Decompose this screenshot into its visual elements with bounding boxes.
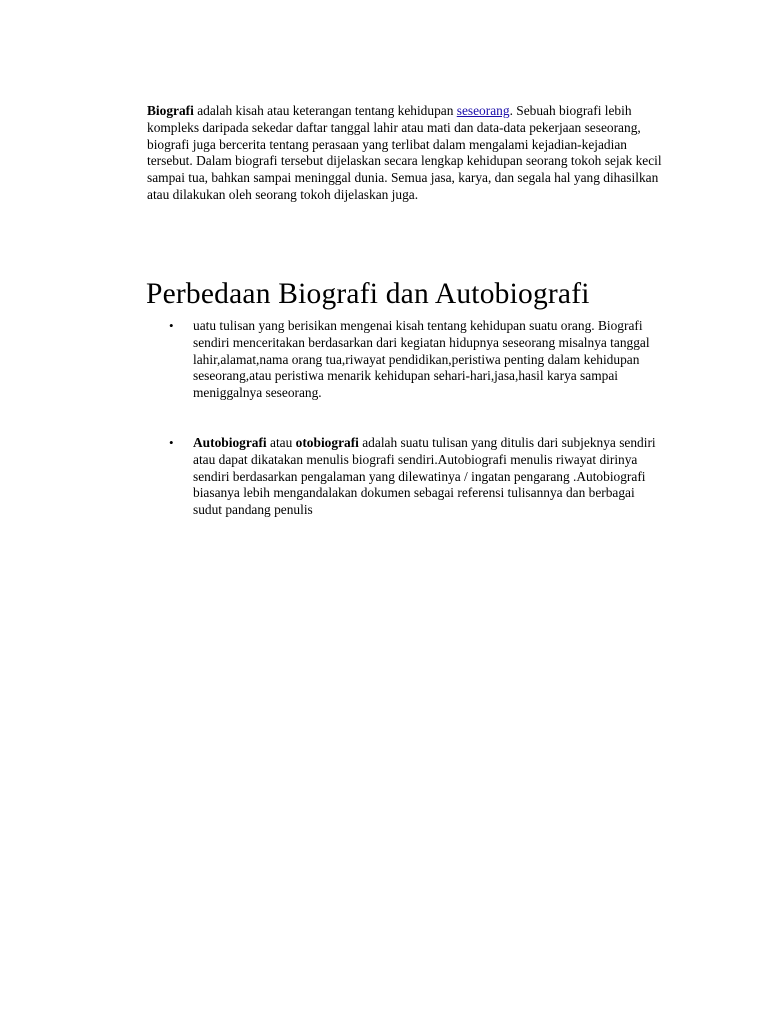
- bullet-item-text: adalah suatu tulisan yang ditulis dari subjeknya sendiri atau dapat dikatakan menulis biografi sendiri.Autobiografi menulis riwayat dirinya sendiri berdasarkan pengalaman yang dilewatinya / ingatan pengarang .Autobiografi biasanya lebih mengandalakan dokumen sebagai referensi tulisannya dan berbagai sudut pandang penulis: [193, 434, 656, 518]
- bullet-item-autobiografi: [147, 435, 667, 519]
- intro-text-before-link: adalah kisah atau keterangan tentang kehidupan: [193, 103, 457, 118]
- bullet-term-autobiografi: Autobiografi: [193, 434, 267, 450]
- bullet-item-biografi: [147, 318, 667, 402]
- intro-text-after-link: . Sebuah biografi lebih kompleks daripada sekedar daftar tanggal lahir atau mati dan data-data pekerjaan seseorang, biografi juga bercerita tentang perasaan yang terlibat dalam mengalami kejadian-kejadian tersebut. Dalam biografi tersebut dijelaskan secara lengkap kehidupan seorang tokoh sejak kecil sampai tua, bahkan sampai meninggal dunia. Semua jasa, karya, dan segala hal yang dihasilkan atau dilakukan oleh seorang tokoh dijelaskan juga.: [147, 103, 662, 202]
- bullet-dot-icon: •: [169, 434, 174, 450]
- intro-term: Biografi: [147, 103, 194, 118]
- intro-paragraph: [147, 103, 667, 204]
- bullet-dot-icon: •: [169, 318, 174, 333]
- bullet-term-otobiografi: otobiografi: [295, 434, 359, 450]
- bullet-connector: atau: [266, 434, 296, 450]
- seseorang-link[interactable]: seseorang: [456, 103, 510, 118]
- section-heading: Perbedaan Biografi dan Autobiografi: [146, 278, 590, 310]
- bullet-list: [147, 318, 667, 519]
- bullet-item-text: uatu tulisan yang berisikan mengenai kisah tentang kehidupan suatu orang. Biografi sendiri menceritakan berdasarkan dari kegiatan hidupnya seseorang misalnya tanggal lahir,alamat,nama orang tua,riwayat pendidikan,peristiwa penting dalam kehidupan seseorang,atau peristiwa menarik kehidupan sehari-hari,jasa,hasil karya sampai meniggalnya seseorang.: [193, 318, 650, 401]
